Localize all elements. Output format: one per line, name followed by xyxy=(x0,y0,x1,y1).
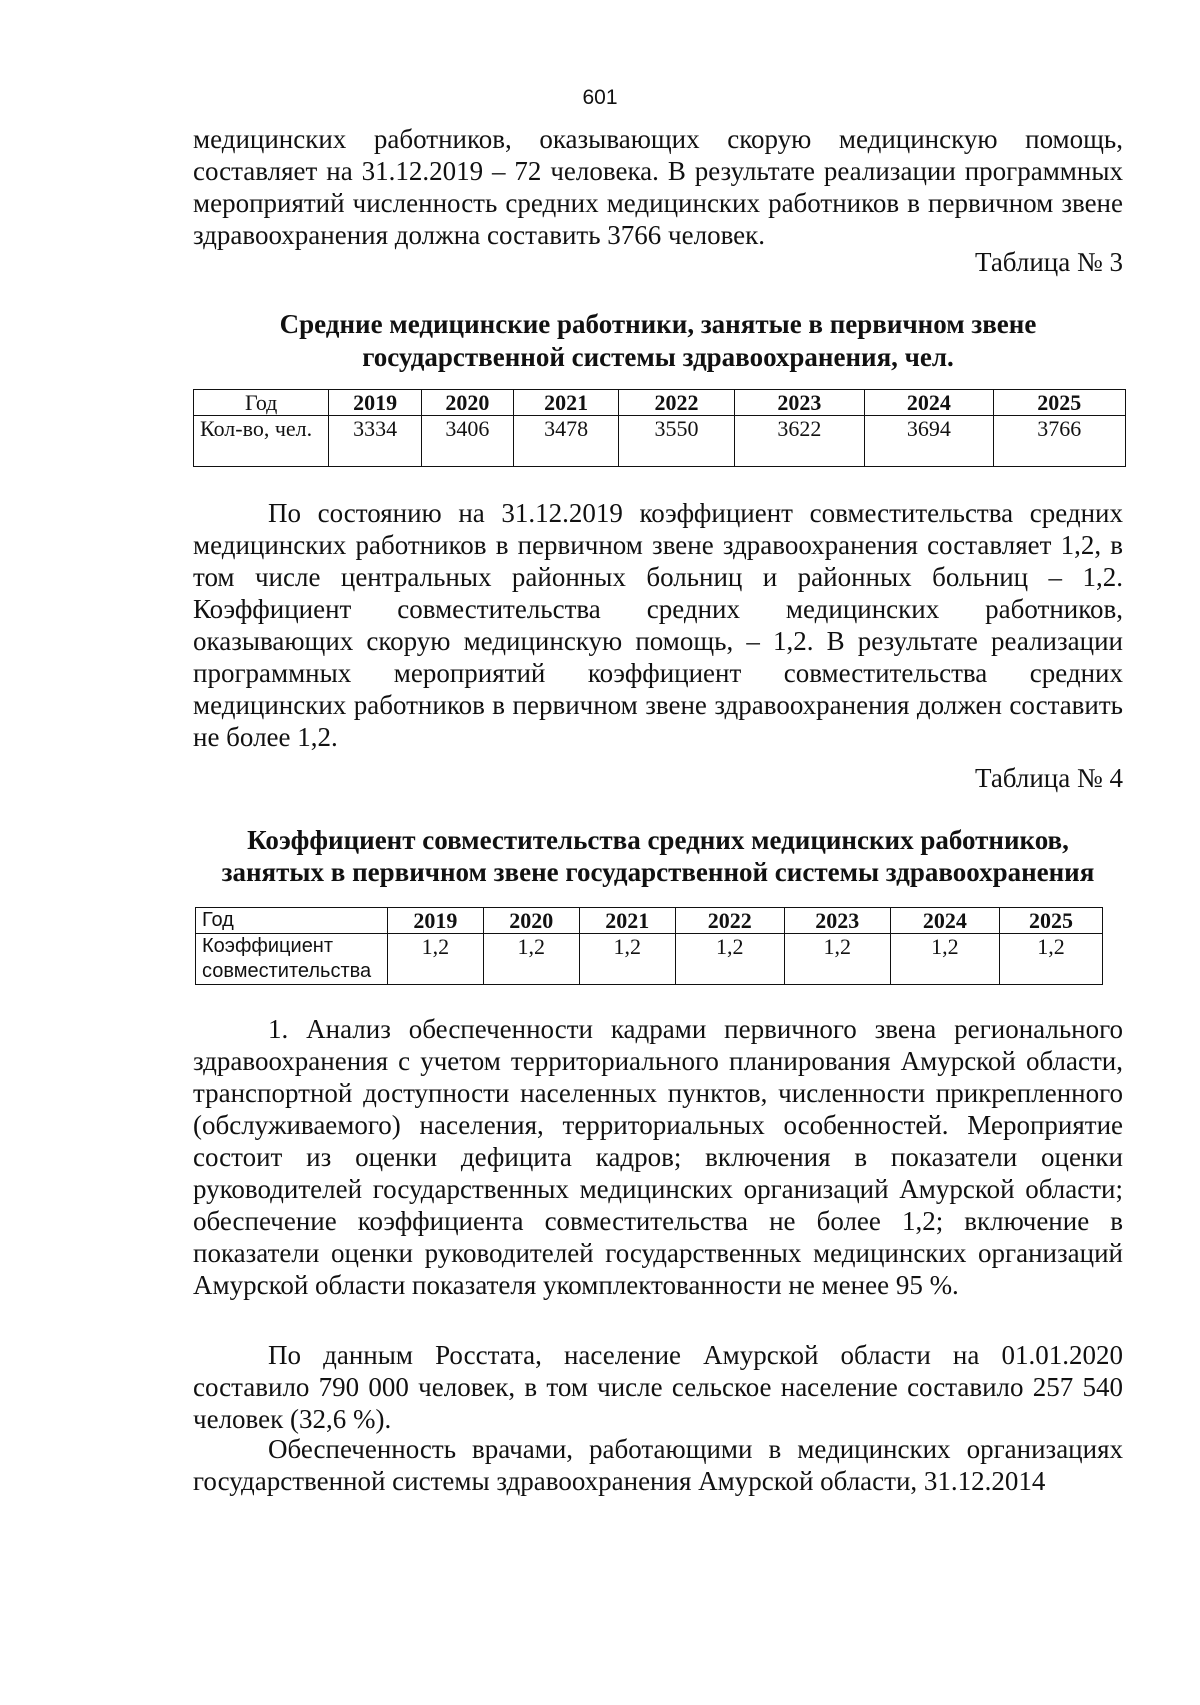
table4-value-cell: 1,2 xyxy=(579,934,675,985)
table4-label: Таблица № 4 xyxy=(975,763,1123,793)
table4 xyxy=(195,907,1103,985)
table3-caption-line1: Средние медицинские работники, занятые в первичном звене xyxy=(279,309,1037,339)
table4-value-cell: 1,2 xyxy=(890,934,999,985)
table3-value-cell: 3406 xyxy=(421,416,513,467)
table3-value-cell: 3334 xyxy=(329,416,421,467)
table3-header-cell: 2021 xyxy=(514,390,619,416)
table4-header-cell: Год xyxy=(196,908,388,934)
table3-header-cell: 2020 xyxy=(421,390,513,416)
table3 xyxy=(193,389,1126,467)
table4-caption-line1: Коэффициент совместительства средних медицинских работников, xyxy=(247,825,1069,855)
table3-value-cell: 3622 xyxy=(734,416,864,467)
table3-header-cell: 2019 xyxy=(329,390,421,416)
table4-value-cell: 1,2 xyxy=(999,934,1102,985)
table3-header-cell: Год xyxy=(194,390,329,416)
table4-header-cell: 2025 xyxy=(999,908,1102,934)
table4-header-cell: 2021 xyxy=(579,908,675,934)
table4-header-row xyxy=(196,908,1103,934)
table4-value-cell: 1,2 xyxy=(784,934,890,985)
table3-header-cell: 2025 xyxy=(993,390,1125,416)
table3-data-row xyxy=(194,416,1126,467)
table4-header-cell: 2023 xyxy=(784,908,890,934)
table3-value-cell: 3694 xyxy=(865,416,993,467)
table4-value-cell: 1,2 xyxy=(387,934,483,985)
paragraph-doctors: Обеспеченность врачами, работающими в медицинских организациях государственной системы здравоохранения Амурской области, 31.12.2014 xyxy=(193,1434,1123,1496)
table3-value-cell: 3766 xyxy=(993,416,1125,467)
table4-header-cell: 2022 xyxy=(675,908,784,934)
table4-caption-line2: занятых в первичном звене государственной системы здравоохранения xyxy=(221,857,1095,887)
table3-header-cell: 2023 xyxy=(734,390,864,416)
paragraph-coefficient: По состоянию на 31.12.2019 коэффициент совместительства средних медицинских работников в первичном звене здравоохранения составляет 1,2, в том числе центральных районных больниц и районных больниц – 1,2. Коэффициент совместительства средних медицинских работников, оказывающих скорую медицинскую помощь, – 1,2. В результате реализации программных мероприятий коэффициент совместительства средних медицинских работников в первичном звене здравоохранения должен составить не более 1,2. xyxy=(193,498,1123,752)
table3-caption-line2: государственной системы здравоохранения, чел. xyxy=(362,342,954,372)
table3-header-row xyxy=(194,390,1126,416)
table3-header-cell: 2022 xyxy=(619,390,734,416)
paragraph-intro: медицинских работников, оказывающих скорую медицинскую помощь, составляет на 31.12.2019 – 72 человека. В результате реализации программных мероприятий численность средних медицинских работников в первичном звене здравоохранения должна составить 3766 человек. xyxy=(193,124,1123,250)
table3-value-cell: 3550 xyxy=(619,416,734,467)
table3-header-cell: 2024 xyxy=(865,390,993,416)
table3-label: Таблица № 3 xyxy=(975,247,1123,277)
paragraph-item-1: 1. Анализ обеспеченности кадрами первичного звена регионального здравоохранения с учетом территориального планирования Амурской области, транспортной доступности населенных пунктов, численности прикрепленного (обслуживаемого) населения, территориальных особенностей. Мероприятие состоит из оценки дефицита кадров; включения в показатели оценки руководителей государственных медицинских организаций Амурской области; обеспечение коэффициента совместительства не более 1,2; включение в показатели оценки руководителей государственных медицинских организаций Амурской области показателя укомплектованности не менее 95 %. xyxy=(193,1014,1123,1300)
table4-header-cell: 2020 xyxy=(483,908,579,934)
table4-data-row xyxy=(196,934,1103,985)
table4-value-cell: 1,2 xyxy=(675,934,784,985)
table4-header-cell: 2024 xyxy=(890,908,999,934)
page-number: 601 xyxy=(582,86,618,109)
paragraph-rosstat: По данным Росстата, население Амурской области на 01.01.2020 составило 790 000 человек, в том числе сельское население составило 257 540 человек (32,6 %). xyxy=(193,1340,1123,1434)
table4-row-label: Коэффициент совместительства xyxy=(196,934,388,985)
table3-row-label: Кол-во, чел. xyxy=(194,416,329,467)
table4-header-cell: 2019 xyxy=(387,908,483,934)
table4-value-cell: 1,2 xyxy=(483,934,579,985)
table3-value-cell: 3478 xyxy=(514,416,619,467)
